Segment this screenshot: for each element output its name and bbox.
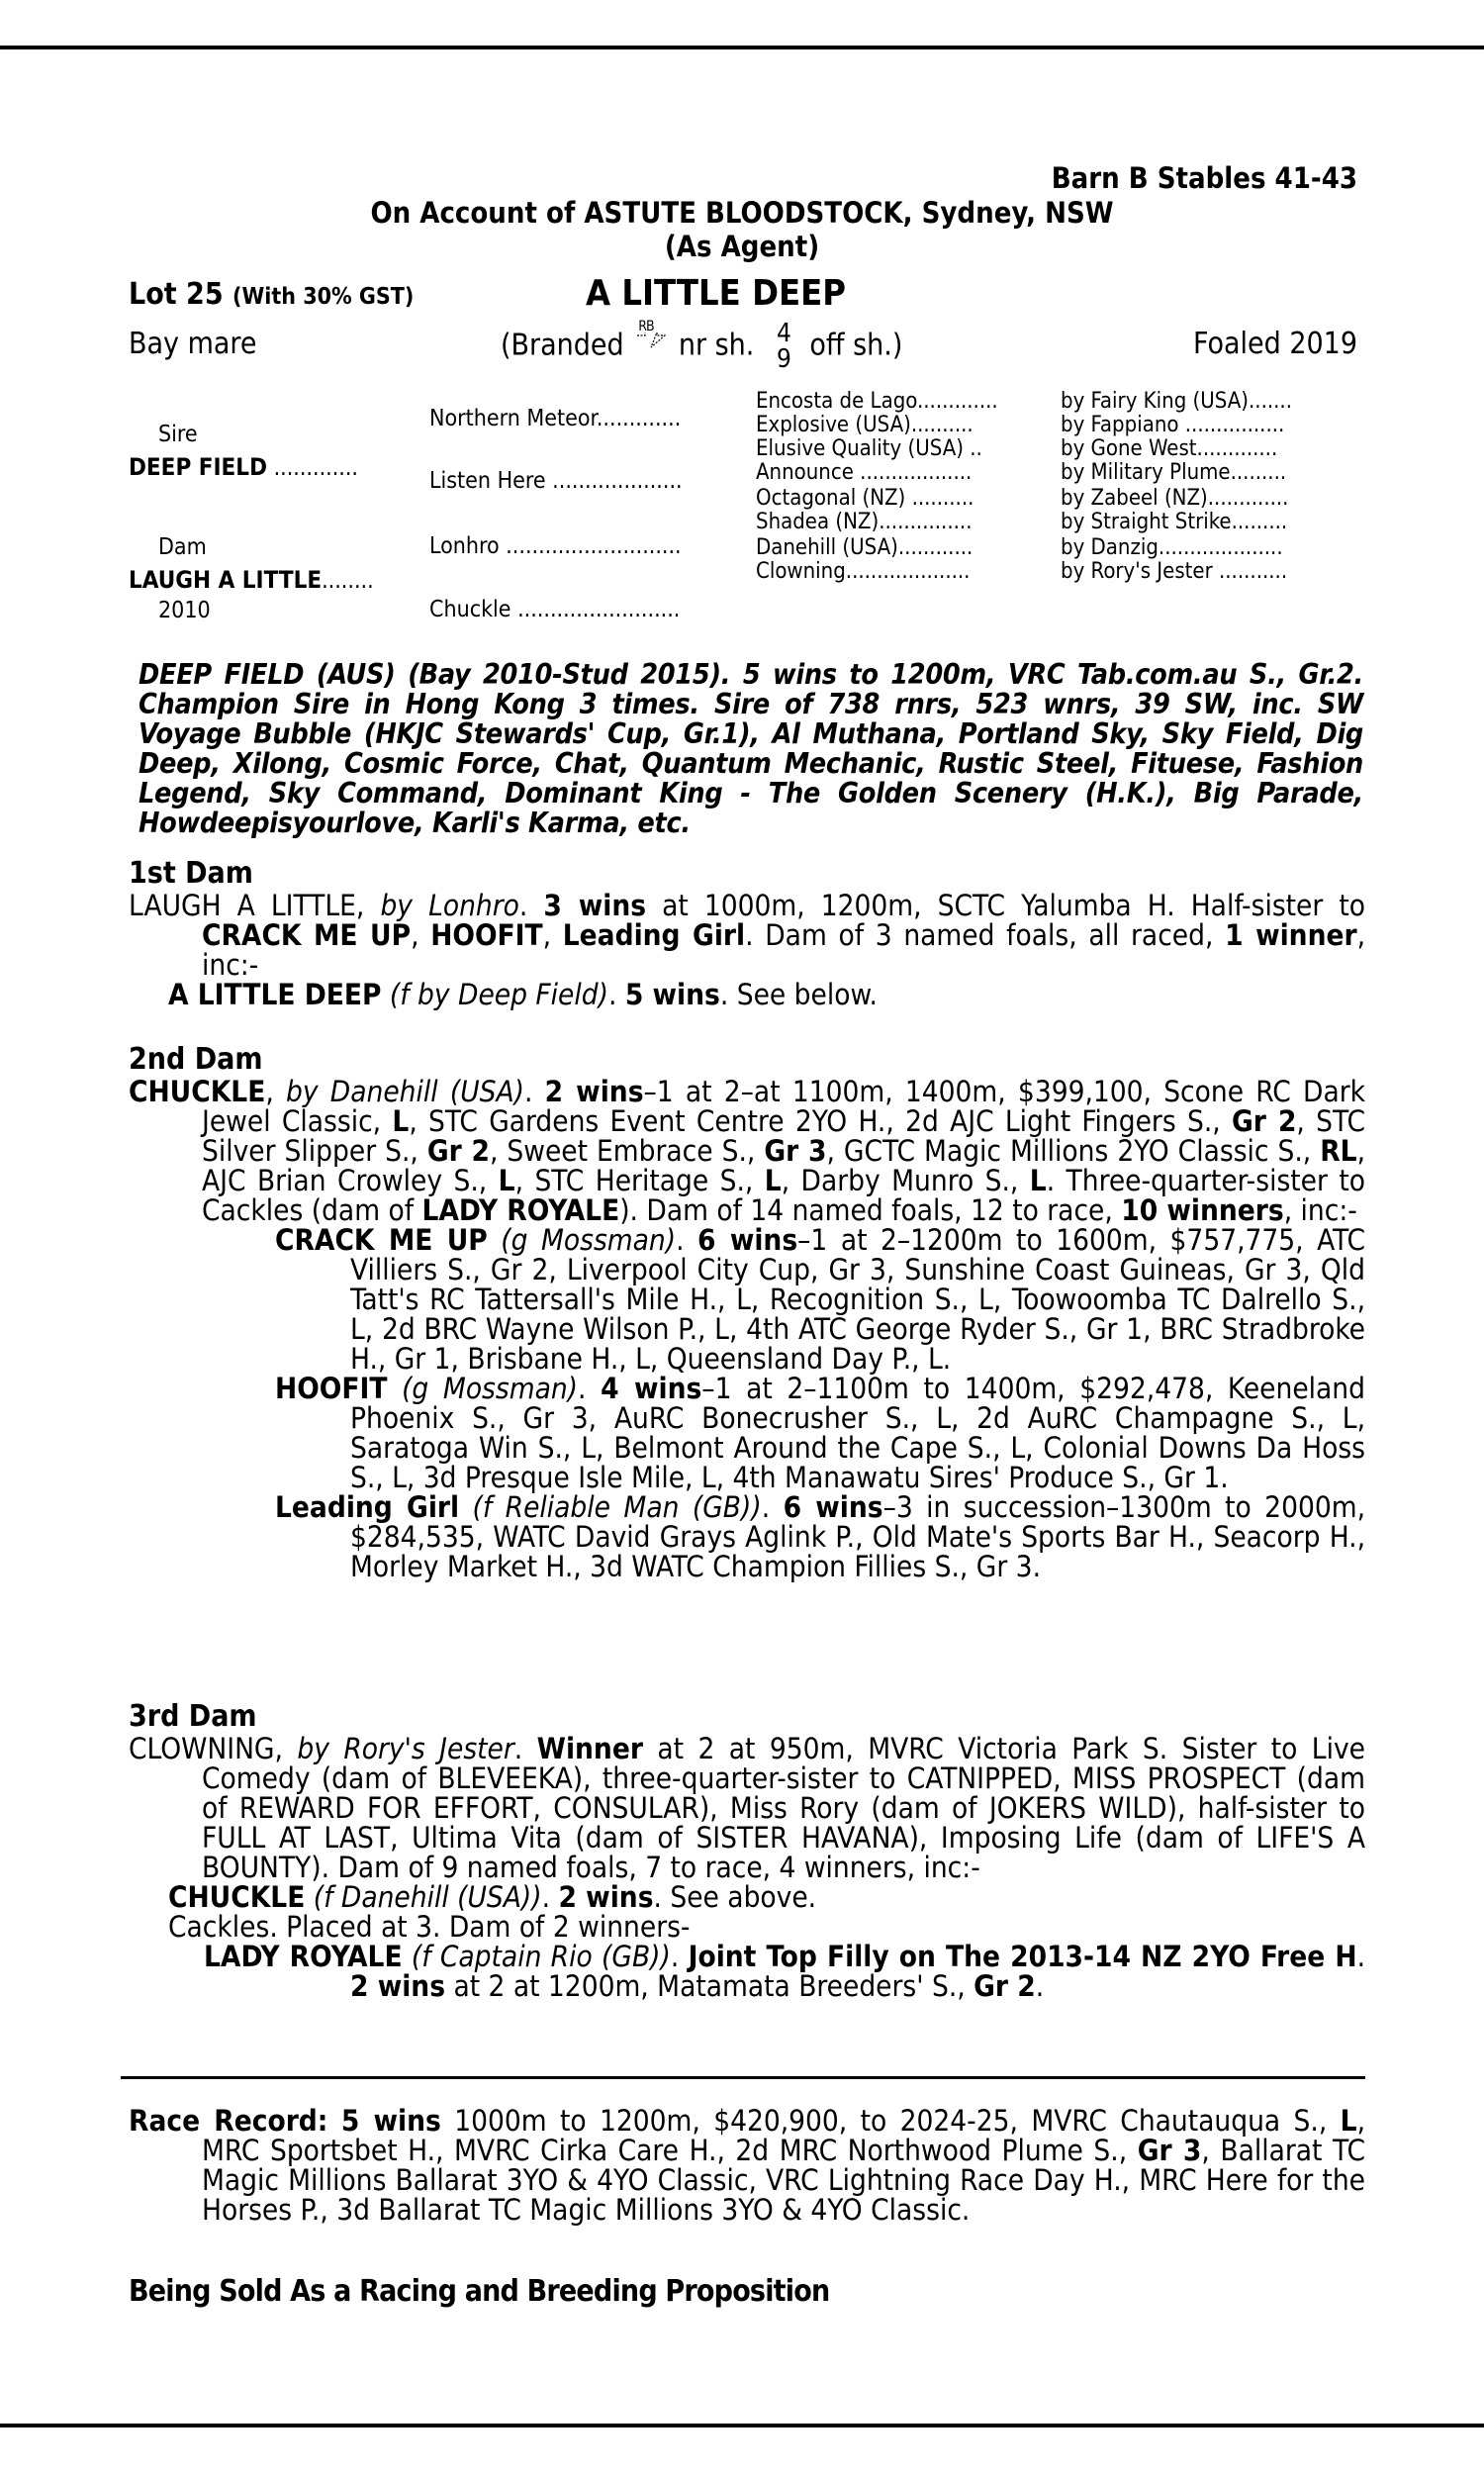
foaled-year: Foaled 2019	[1193, 327, 1357, 361]
dam-label: Dam	[158, 534, 207, 560]
produce-chuckle: CHUCKLE (f Danehill (USA)). 2 wins. See above.	[168, 1880, 817, 1914]
sire-label: Sire	[158, 422, 198, 447]
grandparent-3: Lonhro ...........................	[429, 533, 682, 559]
ggp-row: Explosive (USA).......... by Fappiano ................	[756, 413, 1285, 437]
brand-mark-icon	[636, 321, 666, 350]
first-dam-section	[129, 857, 1365, 1009]
ggp-row: Clowning.................... by Rory's Jester ...........	[756, 559, 1288, 584]
second-dam-section	[129, 1043, 1365, 1581]
great-grandparents	[756, 390, 1292, 584]
grandparent-4: Chuckle .........................	[429, 597, 681, 622]
lot-label: Lot 25	[129, 277, 224, 312]
brand-number-bottom: 9	[776, 344, 791, 374]
dam-name: LAUGH A LITTLE........	[129, 566, 374, 594]
brand-number-top: 4	[776, 319, 791, 348]
race-record-section	[129, 2106, 1365, 2225]
sale-note: Being Sold As a Racing and Breeding Proposition	[129, 2274, 830, 2309]
sire-name: DEEP FIELD .............	[129, 453, 358, 481]
dam-year: 2010	[158, 598, 211, 623]
second-dam-text: CHUCKLE, by Danehill (USA). 2 wins–1 at 2–at 1100m, 1400m, $399,100, Scone RC Dark Jewel Classic, L, STC Gardens Event Centre 2YO H., 2d AJC Light Fingers S., Gr 2, STC Silver Slipper S., Gr 2, Sweet Embrace S., Gr 3, GCTC Magic Millions 2YO Classic S., RL, AJC Brian Crowley S., L, STC Heritage S., L, Darby Munro S., L. Three-quarter-sister to Cackles (dam of LADY ROYALE). Dam of 14 named foals, 12 to race, 10 winners, inc:-	[129, 1075, 1365, 1227]
colour-sex: Bay mare	[129, 327, 257, 361]
ggp-row: Announce .................. by Military Plume.........	[756, 460, 1287, 485]
lot-number	[129, 277, 414, 312]
third-dam-text: CLOWNING, by Rory's Jester. Winner at 2 at 950m, MVRC Victoria Park S. Sister to Live Comedy (dam of BLEVEEKA), three-quarter-sister to CATNIPPED, MISS PROSPECT (dam of REWARD FOR EFFORT, CONSULAR), Miss Rory (dam of JOKERS WILD), half-sister to FULL AT LAST, Ultima Vita (dam of SISTER HAVANA), Imposing Life (dam of LIFE'S A BOUNTY). Dam of 9 named foals, 7 to race, 4 winners, inc:-	[129, 1732, 1365, 1884]
branded-label: (Branded	[501, 328, 624, 363]
horse-name: A LITTLE DEEP	[586, 273, 846, 314]
off-shoulder: off sh.)	[809, 328, 903, 363]
grandparent-1: Northern Meteor.............	[429, 406, 682, 431]
bottom-rule	[0, 2424, 1484, 2427]
grand-produce-lady-royale: LADY ROYALE (f Captain Rio (GB)). Joint Top Filly on The 2013-14 NZ 2YO Free H. 2 wins at 2 at 1200m, Matamata Breeders' S., Gr 2.	[204, 1940, 1365, 2003]
second-dam-heading: 2nd Dam	[129, 1042, 263, 1077]
first-dam-heading: 1st Dam	[129, 856, 253, 891]
barn-location: Barn B Stables 41-43	[1051, 161, 1357, 195]
first-dam-produce: A LITTLE DEEP (f by Deep Field). 5 wins. See below.	[168, 978, 878, 1011]
gst-note: (With 30% GST)	[232, 284, 415, 310]
agent-note: (As Agent)	[664, 230, 820, 263]
brand-letters: RB	[638, 319, 654, 334]
vendor-account: On Account of ASTUTE BLOODSTOCK, Sydney, NSW	[370, 196, 1114, 230]
ggp-row: Encosta de Lago............. by Fairy King (USA).......	[756, 389, 1292, 414]
first-dam-text: LAUGH A LITTLE, by Lonhro. 3 wins at 1000m, 1200m, SCTC Yalumba H. Half-sister to CRACK ME UP, HOOFIT, Leading Girl. Dam of 3 named foals, all raced, 1 winner, inc:-	[129, 889, 1366, 982]
produce-hoofit: HOOFIT (g Mossman). 4 wins–1 at 2–1100m to 1400m, $292,478, Keeneland Phoenix S., Gr 3, AuRC Bonecrusher S., L, 2d AuRC Champagne S., L, Saratoga Win S., L, Belmont Around the Cape S., L, Colonial Downs Da Hoss S., L, 3d Presque Isle Mile, L, 4th Manawatu Sires' Produce S., Gr 1.	[275, 1372, 1365, 1494]
ggp-row: Octagonal (NZ) .......... by Zabeel (NZ).............	[756, 486, 1289, 511]
produce-leading-girl: Leading Girl (f Reliable Man (GB)). 6 wins–3 in succession–1300m to 2000m, $284,535, WATC David Grays Aglink P., Old Mate's Sports Bar H., Seacorp H., Morley Market H., 3d WATC Champion Fillies S., Gr 3.	[275, 1490, 1365, 1583]
brand-description	[501, 321, 902, 372]
brand-number	[777, 321, 791, 372]
ggp-row: Elusive Quality (USA) .. by Gone West.............	[756, 436, 1278, 461]
near-shoulder: nr sh.	[678, 328, 755, 363]
produce-cackles: Cackles. Placed at 3. Dam of 2 winners-	[168, 1910, 691, 1944]
third-dam-heading: 3rd Dam	[129, 1699, 257, 1734]
sire-summary: DEEP FIELD (AUS) (Bay 2010-Stud 2015). 5 wins to 1200m, VRC Tab.com.au S., Gr.2. Champion Sire in Hong Kong 3 times. Sire of 738 rnrs, 523 wnrs, 39 SW, inc. SW Voyage Bubble (HKJC Stewards' Cup, Gr.1), Al Muthana, Portland Sky, Sky Field, Dig Deep, Xilong, Cosmic Force, Chat, Quantum Mechanic, Rustic Steel, Fituese, Fashion Legend, Sky Command, Dominant King - The Golden Scenery (H.K.), Big Parade, Howdeepisyourlove, Karli's Karma, etc.	[139, 658, 1363, 839]
grandparent-2: Listen Here ....................	[429, 468, 683, 494]
third-dam-section	[129, 1700, 1365, 2001]
race-record-text: Race Record: 5 wins 1000m to 1200m, $420,900, to 2024-25, MVRC Chautauqua S., L, MRC Sportsbet H., MVRC Cirka Care H., 2d MRC Northwood Plume S., Gr 3, Ballarat TC Magic Millions Ballarat 3YO & 4YO Classic, VRC Lightning Race Day H., MRC Here for the Horses P., 3d Ballarat TC Magic Millions 3YO & 4YO Classic.	[129, 2104, 1366, 2227]
ggp-row: Shadea (NZ)............... by Straight Strike.........	[756, 510, 1288, 534]
section-divider	[121, 2076, 1365, 2079]
top-rule	[0, 46, 1484, 49]
produce-crack-me-up: CRACK ME UP (g Mossman). 6 wins–1 at 2–1200m to 1600m, $757,775, ATC Villiers S., Gr 2, Liverpool City Cup, Gr 3, Sunshine Coast Guineas, Gr 3, Qld Tatt's RC Tattersall's Mile H., L, Recognition S., L, Toowoomba TC Dalrello S., L, 2d BRC Wayne Wilson P., L, 4th ATC George Ryder S., Gr 1, BRC Stradbroke H., Gr 1, Brisbane H., L, Queensland Day P., L.	[275, 1223, 1365, 1376]
ggp-row: Danehill (USA)............ by Danzig....................	[756, 535, 1283, 560]
